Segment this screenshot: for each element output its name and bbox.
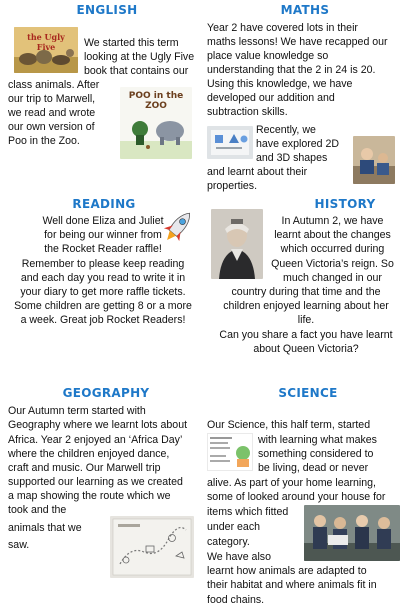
english-line: Poo in the Zoo. [8, 135, 80, 147]
english-line: our own version of [8, 121, 95, 133]
history-line: Can you share a fact you have learnt [219, 329, 393, 341]
poo-zoo-title: POO in the ZOO [128, 91, 184, 111]
reading-heading: READING [72, 197, 136, 211]
reading-line: Well done Eliza and Juliet [42, 215, 164, 227]
geography-line: Our Autumn term started with [8, 405, 146, 417]
geography-line: Geography where we learnt lots about [8, 419, 188, 431]
reading-line: Some children are getting 8 or a more [14, 300, 192, 312]
maths-line: properties. [207, 180, 258, 192]
history-line: which occurred during [280, 243, 385, 255]
science-line: category. [207, 536, 250, 548]
science-line: with learning what makes [258, 434, 377, 446]
reading-line: for being our winner from [44, 229, 162, 241]
poo-in-the-zoo-book-cover [120, 87, 192, 159]
marwell-route-map-photo [110, 516, 194, 578]
history-line: Queen Victoria’s reign. So [271, 258, 394, 270]
english-line: book that contains our [84, 65, 189, 77]
science-line: food chains. [207, 594, 265, 606]
geography-line: took and the [8, 504, 67, 516]
science-line: Our Science, this half term, started [207, 419, 371, 431]
science-line: some of looked around your house for [207, 491, 386, 503]
science-line: something considered to [258, 448, 374, 460]
english-line: our trip to Marwell, [8, 93, 96, 105]
geography-line: saw. [8, 539, 30, 551]
living-dead-worksheet [207, 433, 253, 471]
science-line: their habitat and where animals fit in [207, 579, 377, 591]
history-line: children enjoyed learning about her [223, 300, 389, 312]
english-line: we read and wrote [8, 107, 96, 119]
maths-line: place value knowledge so [207, 50, 329, 62]
english-line: We started this term [84, 37, 179, 49]
history-line: country during that time and the [231, 286, 381, 298]
science-line: alive. As part of your home learning, [207, 477, 377, 489]
maths-line: maths lessons! We have recapped our [207, 36, 388, 48]
science-line: be living, dead or never [258, 462, 369, 474]
maths-line: and learnt about their [207, 166, 308, 178]
reading-line: your diary to get more raffle tickets. [20, 286, 186, 298]
english-heading: ENGLISH [76, 3, 138, 17]
geography-line: a map showing the route which we [8, 490, 171, 502]
queen-victoria-portrait [211, 209, 263, 279]
science-line: items which fitted [207, 506, 289, 518]
maths-line: subtraction skills. [207, 106, 288, 118]
english-line: class animals. After [8, 79, 100, 91]
maths-line: developed our addition and [207, 92, 335, 104]
children-presenting-photo [304, 505, 400, 561]
science-line: under each [207, 521, 261, 533]
reading-line: a week. Great job Rocket Readers! [20, 314, 186, 326]
history-heading: HISTORY [314, 197, 376, 211]
geography-heading: GEOGRAPHY [62, 386, 150, 400]
ugly-five-title: the Ugly Five [27, 32, 65, 52]
science-heading: SCIENCE [278, 386, 338, 400]
geography-line: animals that we [8, 522, 82, 534]
maths-line: have explored 2D [256, 138, 340, 150]
geography-line: craft and music. Our Marwell trip [8, 462, 161, 474]
maths-line: Year 2 have covered lots in their [207, 22, 358, 34]
reading-line: the Rocket Reader raffle! [44, 243, 162, 255]
reading-line: Remember to please keep reading [21, 258, 185, 270]
history-line: much changed in our [283, 272, 382, 284]
maths-line: Recently, we [256, 124, 316, 136]
maths-line: and 3D shapes [256, 152, 328, 164]
history-line: learnt about the changes [274, 229, 391, 241]
geography-line: Africa. Year 2 enjoyed an ‘Africa Day’ [8, 434, 183, 446]
science-line: learnt how animals are adapted to [207, 565, 367, 577]
history-line: life. [297, 314, 315, 326]
ugly-five-book-cover [14, 27, 78, 73]
history-line: about Queen Victoria? [253, 343, 359, 355]
children-shapes-photo [353, 136, 395, 184]
maths-line: Using this knowledge, we have [207, 78, 353, 90]
history-line: In Autumn 2, we have [281, 215, 384, 227]
shapes-worksheet-photo [207, 126, 253, 159]
maths-line: understanding that the 2 in 24 is 20. [207, 64, 376, 76]
reading-line: and each day you read to write it in [20, 272, 186, 284]
geography-line: where the children enjoyed dance, [8, 448, 170, 460]
maths-heading: MATHS [280, 3, 330, 17]
science-line: We have also [207, 551, 271, 563]
geography-line: supported our learning as we created [8, 476, 183, 488]
english-line: looking at the Ugly Five [84, 51, 195, 63]
